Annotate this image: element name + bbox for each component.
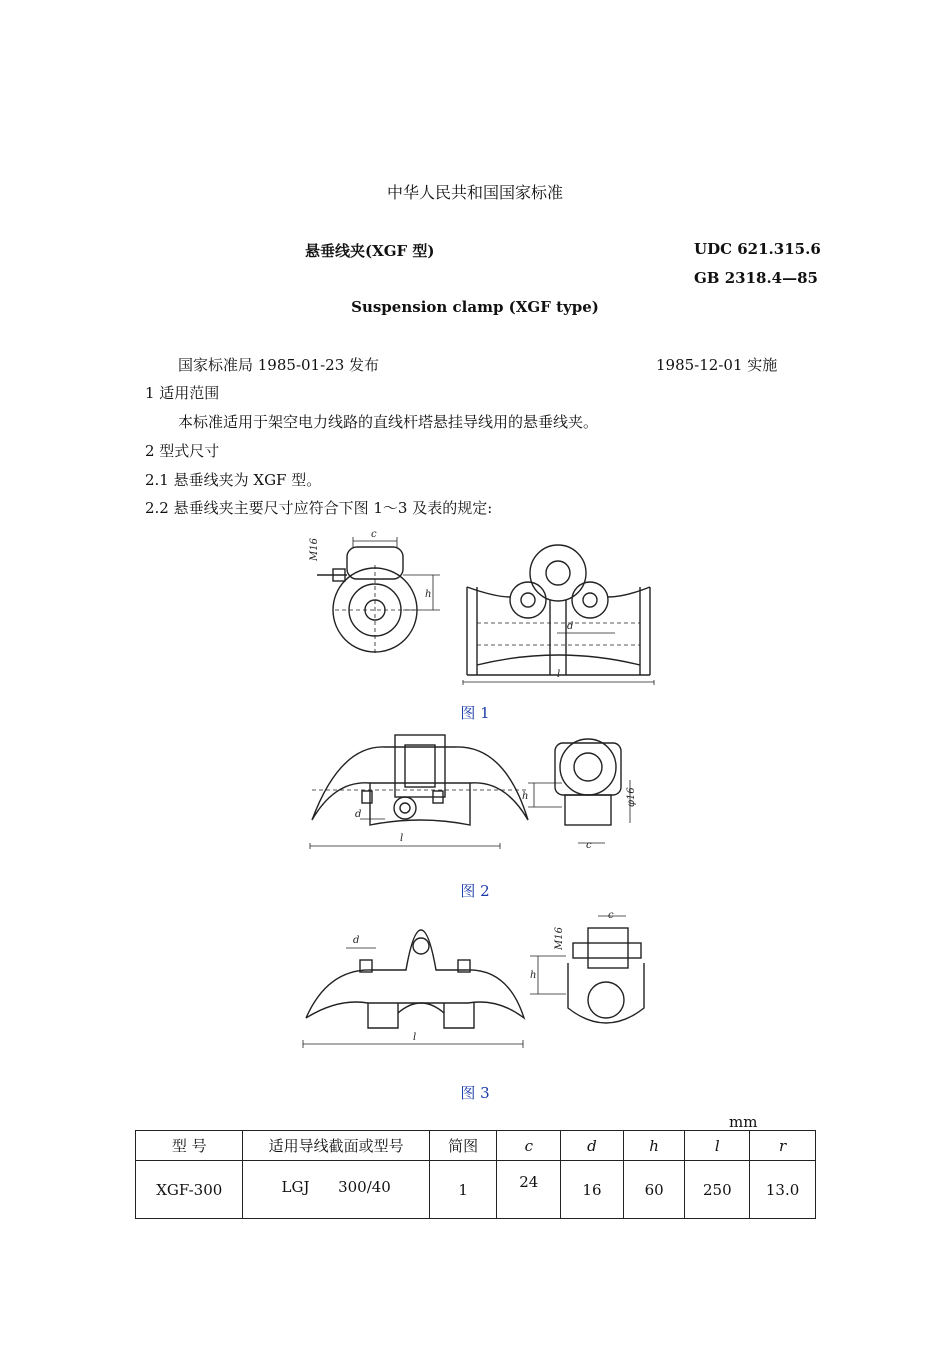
fig3-d-label: d — [353, 935, 360, 946]
cell-conductor — [243, 1161, 429, 1219]
cell-h: 60 — [623, 1161, 685, 1219]
udc-number: UDC 621.315.6 — [694, 240, 821, 258]
figure-1-caption: 图 1 — [460, 704, 490, 722]
header-r: r — [750, 1131, 816, 1161]
cell-figure: 1 — [429, 1161, 497, 1219]
figure-2-caption: 图 2 — [460, 882, 490, 900]
national-standard-title: 中华人民共和国国家标准 — [386, 183, 563, 202]
section-2-heading: 2 型式尺寸 — [145, 442, 220, 460]
effective-date: 1985-12-01 实施 — [656, 356, 778, 374]
header-h: h — [623, 1131, 685, 1161]
fig2-d-label: d — [355, 809, 362, 820]
fig3-h-label: h — [530, 970, 537, 981]
standard-title-en: Suspension clamp (XGF type) — [351, 298, 599, 316]
header-model: 型 号 — [136, 1131, 243, 1161]
cell-model: XGF-300 — [136, 1161, 243, 1219]
table-unit: mm — [729, 1113, 758, 1131]
fig3-m16-label: M16 — [554, 927, 565, 950]
fig2-c-label: c — [586, 840, 592, 851]
header-figure: 简图 — [429, 1131, 497, 1161]
cell-c-text: 24 — [519, 1173, 539, 1191]
section-1-heading: 1 适用范围 — [145, 384, 220, 402]
header-l: l — [685, 1131, 750, 1161]
fig3-l-label: l — [413, 1032, 417, 1043]
cell-c — [497, 1161, 561, 1219]
fig1-l-label: l — [557, 669, 561, 680]
fig2-phi16-label: φ16 — [626, 787, 637, 807]
section-2-2: 2.2 悬垂线夹主要尺寸应符合下图 1～3 及表的规定: — [145, 499, 493, 517]
fig1-c-label: c — [371, 529, 377, 540]
section-2-1: 2.1 悬垂线夹为 XGF 型。 — [145, 471, 322, 489]
cell-conductor-text: LGJ 300/40 — [281, 1177, 391, 1196]
figure-3-caption: 图 3 — [460, 1084, 490, 1102]
fig1-h-label: h — [425, 589, 432, 600]
fig1-m16-label: M16 — [309, 538, 320, 561]
header-d: d — [561, 1131, 624, 1161]
header-c: c — [497, 1131, 561, 1161]
fig3-c-label: c — [608, 910, 614, 921]
gb-number: GB 2318.4—85 — [694, 269, 818, 287]
title-cn-text: 悬垂线夹(XGF 型) — [305, 242, 435, 260]
header-conductor: 适用导线截面或型号 — [243, 1131, 429, 1161]
table-header-row — [136, 1131, 816, 1161]
fig2-h-label: h — [522, 791, 529, 802]
fig2-l-label: l — [400, 833, 404, 844]
figure-1-drawing — [295, 525, 665, 695]
standard-title-cn — [305, 240, 435, 261]
figure-2-drawing — [300, 725, 660, 855]
cell-l: 250 — [685, 1161, 750, 1219]
figure-3-drawing — [298, 908, 668, 1058]
fig1-d-label: d — [567, 621, 574, 632]
issue-date: 国家标准局 1985-01-23 发布 — [178, 356, 380, 374]
table-row — [136, 1161, 816, 1219]
cell-d: 16 — [561, 1161, 624, 1219]
section-1-text: 本标准适用于架空电力线路的直线杆塔悬挂导线用的悬垂线夹。 — [178, 413, 599, 431]
cell-r: 13.0 — [750, 1161, 816, 1219]
dimension-table — [135, 1130, 816, 1219]
